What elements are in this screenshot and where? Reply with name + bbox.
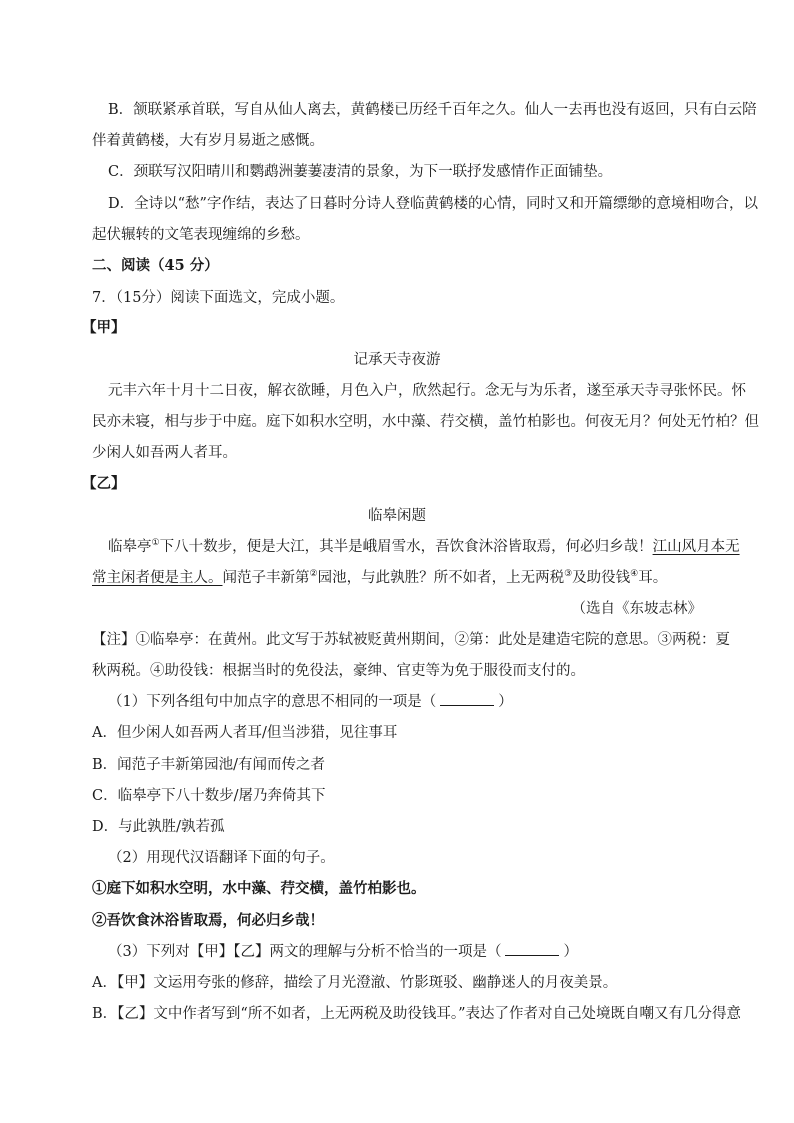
sub3-option-a: A．【甲】文运用夸张的修辞，描绘了月光澄澈、竹影斑驳、幽静迷人的月夜美景。 bbox=[92, 975, 618, 991]
footnote-marker-2: ② bbox=[309, 569, 318, 580]
sub1-option-a: A．但少闲人如吾两人者耳/但当涉猎，见往事耳 bbox=[92, 725, 398, 741]
answer-blank[interactable] bbox=[440, 693, 494, 706]
question-text: （1）下列各组句中加点字的意思不相同的一项是（ bbox=[108, 694, 437, 710]
underlined-sentence: 常主闲者便是主人。 bbox=[92, 570, 223, 586]
q6-option-b-line2: 伴着黄鹤楼，大有岁月易逝之感慨。 bbox=[92, 133, 324, 149]
sub1-option-d: D．与此孰胜/孰若孤 bbox=[92, 819, 225, 835]
passage-text: 临皋亭 bbox=[108, 539, 152, 555]
passage-source: （选自《东坡志林》 bbox=[571, 601, 702, 617]
passage-text: 闻范子丰新第 bbox=[222, 570, 310, 586]
footnote-marker-4: ④ bbox=[630, 569, 639, 580]
answer-blank[interactable] bbox=[505, 943, 559, 956]
passage-text: 及助役钱 bbox=[572, 570, 631, 586]
passage-jia-title: 记承天寺夜游 bbox=[353, 352, 441, 368]
footnote-marker-3: ③ bbox=[564, 569, 573, 580]
sub1-option-b: B．闻范子丰新第园池/有闻而传之者 bbox=[92, 757, 326, 773]
notes-line1: 【注】①临皋亭：在黄州。此文写于苏轼被贬黄州期间，②第：此处是建造宅院的意思。③两税：夏 bbox=[92, 632, 730, 648]
passage-text: 下八十数步，便是大江，其半是峨眉雪水，吾饮食沐浴皆取焉，何必归乡哉！ bbox=[159, 539, 653, 555]
footnote-marker-1: ① bbox=[151, 538, 160, 549]
sub3-stem bbox=[108, 942, 702, 962]
passage-jia-line1: 元丰六年十月十二日夜，解衣欲睡，月色入户，欣然起行。念无与为乐者，遂至承天寺寻张怀民。怀 bbox=[108, 383, 746, 399]
notes-line2: 秋两税。④助役钱：根据当时的免役法，豪绅、官吏等为免于服役而支付的。 bbox=[92, 663, 585, 679]
passage-jia-label: 【甲】 bbox=[82, 319, 126, 336]
q6-option-b-line1: B．颔联紧承首联，写自从仙人离去，黄鹤楼已历经千百年之久。仙人一去再也没有返回，只有白云陪 bbox=[108, 102, 757, 118]
sub1-stem bbox=[108, 692, 702, 712]
q6-option-d-line1: D．全诗以“愁”字作结，表达了日暮时分诗人登临黄鹤楼的心情，同时又和开篇缥缈的意境相吻合，以 bbox=[108, 196, 758, 212]
sub2-sentence-1: ①庭下如积水空明，水中藻、荇交横，盖竹柏影也。 bbox=[92, 880, 426, 897]
underlined-sentence: 江山风月本无 bbox=[652, 539, 740, 555]
passage-yi-line2 bbox=[92, 568, 702, 588]
question-text: ） bbox=[563, 944, 578, 960]
sub1-option-c: C．临皋亭下八十数步/屠乃奔倚其下 bbox=[92, 788, 326, 804]
question-text: （3）下列对【甲】【乙】两文的理解与分析不恰当的一项是（ bbox=[108, 944, 502, 960]
sub2-stem: （2）用现代汉语翻译下面的句子。 bbox=[108, 850, 335, 866]
section-heading: 二、阅读（45 分） bbox=[92, 257, 219, 274]
question-text: ） bbox=[498, 694, 513, 710]
passage-yi-title: 临皋闲题 bbox=[368, 508, 426, 524]
q6-option-c: C．颈联写汉阳晴川和鹦鹉洲萋萋凄清的景象，为下一联抒发感情作正面铺垫。 bbox=[108, 164, 613, 180]
passage-text: 园池，与此孰胜？所不如者，上无两税 bbox=[317, 570, 565, 586]
q7-stem: 7．（15分）阅读下面选文，完成小题。 bbox=[92, 290, 345, 306]
passage-jia-line3: 少闲人如吾两人者耳。 bbox=[92, 445, 237, 461]
q6-option-d-line2: 起伏辗转的文笔表现缠绵的乡愁。 bbox=[92, 227, 310, 243]
passage-yi-line1 bbox=[108, 537, 740, 557]
sub2-sentence-2: ②吾饮食沐浴皆取焉，何必归乡哉！ bbox=[92, 912, 324, 929]
passage-text: 耳。 bbox=[638, 570, 668, 586]
passage-yi-label: 【乙】 bbox=[82, 475, 126, 492]
sub3-option-b: B．【乙】文中作者写到“所不如者，上无两税及助役钱耳。”表达了作者对自己处境既自嘲又有几分得意 bbox=[92, 1006, 741, 1022]
passage-jia-line2: 民亦未寝，相与步于中庭。庭下如积水空明，水中藻、荇交横，盖竹柏影也。何夜无月？何处无竹柏？但 bbox=[92, 414, 759, 430]
